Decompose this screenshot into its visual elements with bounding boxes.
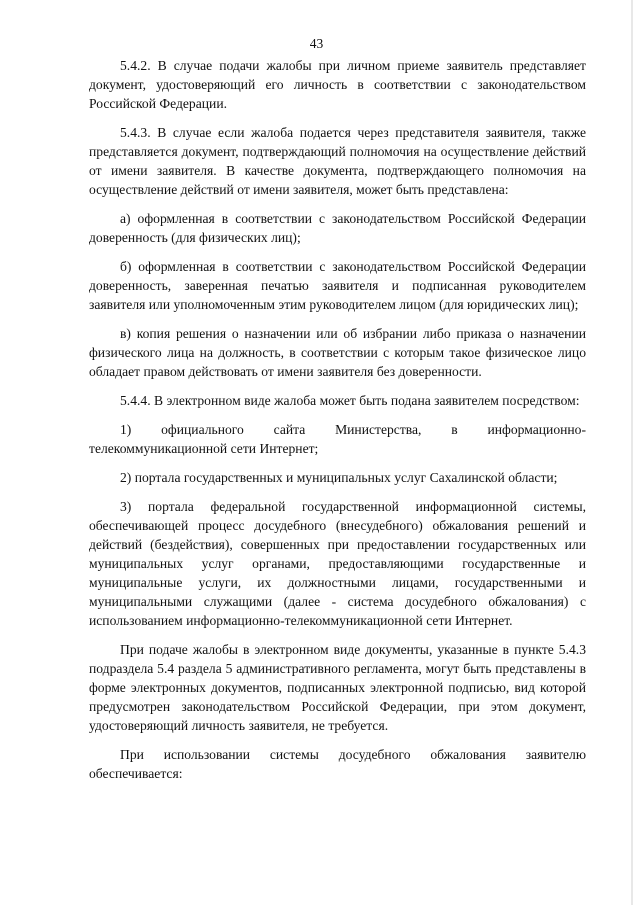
list-item-v: в) копия решения о назначении или об избрании либо приказа о назначении физического лица на должность, в соответствии с которым такое физическое лицо обладает правом действовать от имени заявителя без доверенности. [89, 326, 586, 379]
paragraph-electronic-documents: При подаче жалобы в электронном виде документы, указанные в пункте 5.4.3 подраздела 5.4 раздела 5 административного регламента, могут быть представлены в форме электронных документов, подписанных электронной подписью, вид которой предусмотрен законодательством Российской Федерации, при этом документ, удостоверяющий личность заявителя, не требуется. [89, 642, 586, 733]
paragraph-5-4-4: 5.4.4. В электронном виде жалоба может быть подана заявителем посредством: [120, 393, 580, 408]
paragraph-5-4-2: 5.4.2. В случае подачи жалобы при личном приеме заявитель представляет документ, удостоверяющий его личность в соответствии с законодательством Российской Федерации. [89, 58, 586, 111]
list-item-3: 3) портала федеральной государственной информационной системы, обеспечивающей процесс досудебного (внесудебного) обжалования решений и действий (бездействия), совершенных при предоставлении государственных или муниципальных услуг органами, предоставляющими государственные и муниципальные услуги, их должностными лицами, государственными и муниципальными служащими (далее - система досудебного обжалования) с использованием информационно-телекоммуникационной сети Интернет. [89, 499, 586, 628]
list-item-2: 2) портала государственных и муниципальных услуг Сахалинской области; [120, 470, 558, 485]
list-item-a: а) оформленная в соответствии с законодательством Российской Федерации доверенность (для физических лиц); [89, 211, 586, 245]
list-item-b: б) оформленная в соответствии с законодательством Российской Федерации доверенность, заверенная печатью заявителя и подписанная руководителем заявителя или уполномоченным этим руководителем лицом (для юридических лиц); [89, 259, 586, 312]
page-number: 43 [309, 36, 324, 51]
list-item-1: 1) официального сайта Министерства, в информационно-телекоммуникационной сети Интернет; [89, 422, 586, 456]
paragraph-5-4-3: 5.4.3. В случае если жалоба подается через представителя заявителя, также представляется документ, подтверждающий полномочия на осуществление действий от имени заявителя. В качестве документа, подтверждающего полномочия на осуществление действий от имени заявителя, может быть представлена: [89, 125, 586, 197]
document-body [89, 56, 586, 793]
paragraph-system-usage: При использовании системы досудебного обжалования заявителю обеспечивается: [89, 747, 586, 781]
